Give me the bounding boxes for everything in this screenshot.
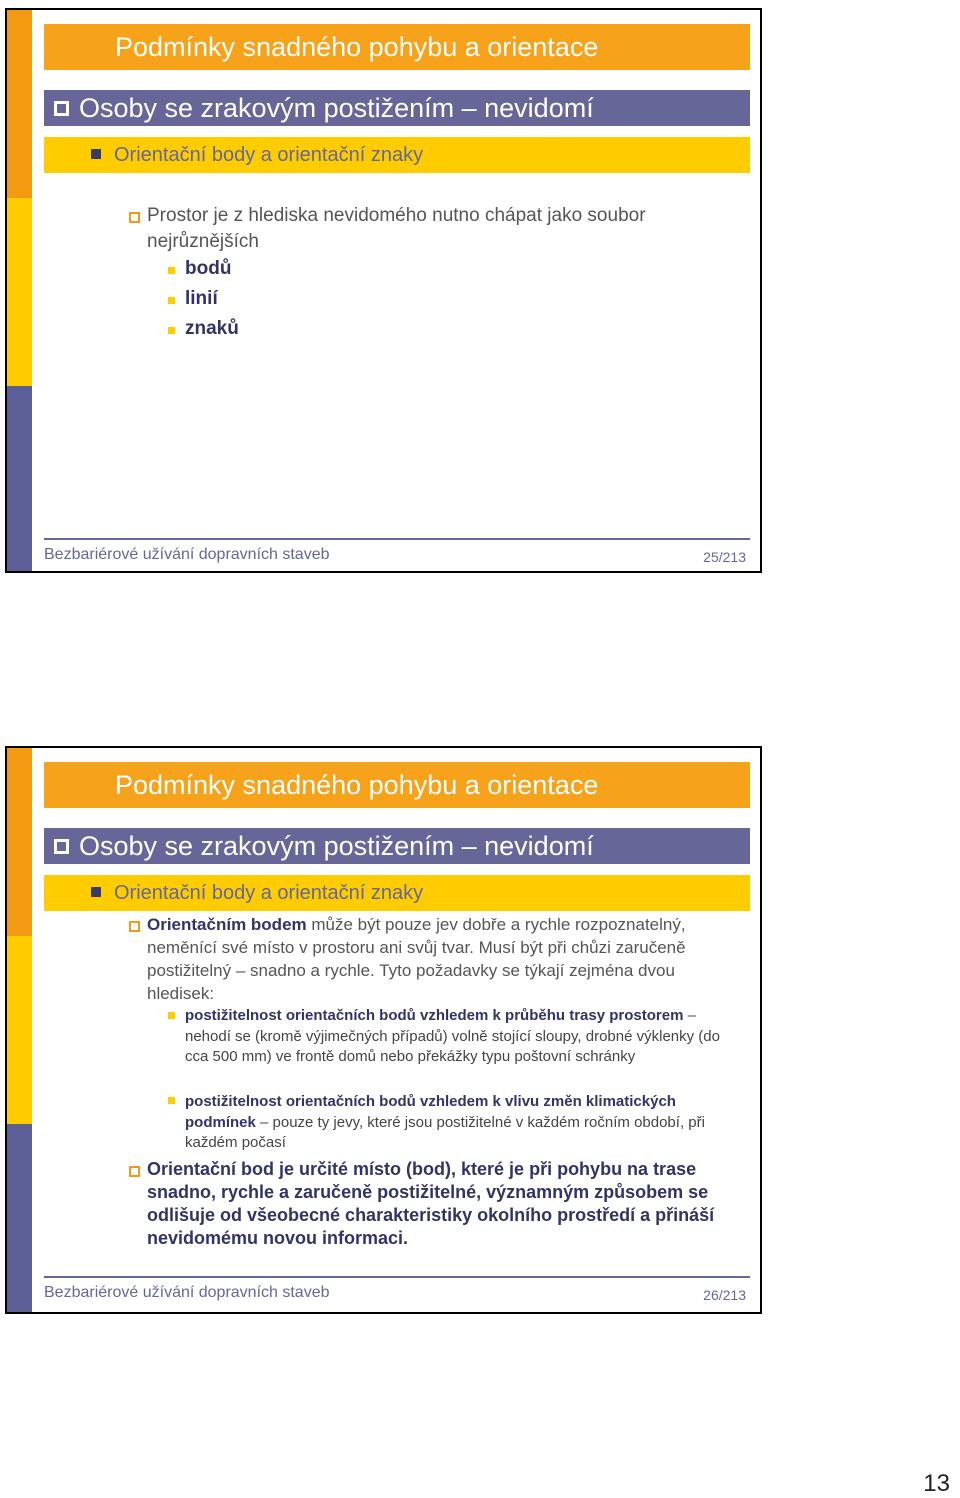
slide-title: Podmínky snadného pohybu a orientace (115, 770, 599, 800)
side-stripe-yellow (7, 936, 32, 1124)
filled-square-bullet-icon (168, 1012, 175, 1019)
square-bullet-icon (129, 1166, 140, 1177)
sub-item-1-rest: – nehodí se (kromě výjimečných případů) volně stojící sloupy, drobné výklenky (do cca 500 mm) ve frontě domů nebo překážky typu poštovní schránky (185, 1007, 720, 1065)
side-stripe-purple (7, 386, 32, 573)
footer-course: Bezbariérové užívání dopravních staveb (44, 546, 330, 563)
side-stripe-orange (7, 748, 32, 936)
slide-heading: Osoby se zrakovým postižením – nevidomí (79, 93, 594, 123)
heading-bar (44, 90, 750, 126)
square-bullet-icon (54, 101, 69, 116)
side-stripe-purple (7, 1124, 32, 1314)
sub-item-2-rest: – pouze ty jevy, které jsou postižitelné v každém ročním období, při každém počasí (185, 1113, 705, 1151)
sub-item-1-title: postižitelnost orientačních bodů vzhledem k průběhu trasy prostorem (185, 1007, 684, 1024)
title-bar (44, 762, 750, 808)
slide-subheading: Orientační body a orientační znaky (114, 882, 424, 904)
slide-counter: 26/213 (703, 1287, 746, 1303)
slide-25 (5, 8, 762, 573)
filled-square-bullet-icon (168, 1097, 175, 1104)
body-intro: Prostor je z hlediska nevidomého nutno chápat jako soubor nejrůznějších (147, 205, 646, 252)
side-stripe-orange (7, 10, 32, 198)
slide-counter: 25/213 (703, 549, 746, 565)
square-bullet-icon (54, 839, 69, 854)
filled-square-bullet-icon (168, 267, 175, 274)
footer-course: Bezbariérové užívání dopravních staveb (44, 1284, 330, 1301)
filled-square-bullet-icon (168, 327, 175, 334)
title-bar (44, 24, 750, 70)
footer-divider (44, 538, 750, 540)
page-number: 13 (923, 1470, 950, 1497)
slide-26 (5, 746, 762, 1314)
sub-item-2-title: postižitelnost orientačních bodů vzhledem k vlivu změn klimatických podmínek (185, 1093, 676, 1131)
heading-bar (44, 828, 750, 864)
sub-item-2 (185, 1092, 745, 1154)
paragraph-1-rest: může být pouze jev dobře a rychle rozpoznatelný, neměnící své místo v prostoru ani svůj tvar. Musí být při chůzi zaručeně postižitelný – snadno a rychle. Tyto požadavky se týkají zejména dvou hledisek: (147, 915, 686, 1003)
paragraph-1 (147, 913, 737, 1005)
footer-divider (44, 1276, 750, 1278)
square-bullet-icon (129, 921, 140, 932)
sub-item-1 (185, 1006, 745, 1068)
list-item: bodů (185, 258, 232, 279)
slide-title: Podmínky snadného pohybu a orientace (115, 32, 599, 62)
paragraph-2: Orientační bod je určité místo (bod), které je při pohybu na trase snadno, rychle a zaručeně postižitelné, významným způsobem se odlišuje od všeobecné charakteristiky okolního prostředí a přináší nevidomému novou informaci. (147, 1159, 715, 1248)
slide-subheading: Orientační body a orientační znaky (114, 144, 424, 166)
subheading-bar (44, 875, 750, 911)
list-item: linií (185, 288, 218, 309)
square-bullet-icon (91, 887, 101, 897)
side-stripe-yellow (7, 198, 32, 386)
filled-square-bullet-icon (168, 297, 175, 304)
list-item: znaků (185, 318, 239, 339)
slide-heading: Osoby se zrakovým postižením – nevidomí (79, 831, 594, 861)
square-bullet-icon (91, 149, 101, 159)
subheading-bar (44, 137, 750, 173)
term-orientation-point: Orientačním bodem (147, 915, 307, 934)
square-bullet-icon (129, 212, 140, 223)
